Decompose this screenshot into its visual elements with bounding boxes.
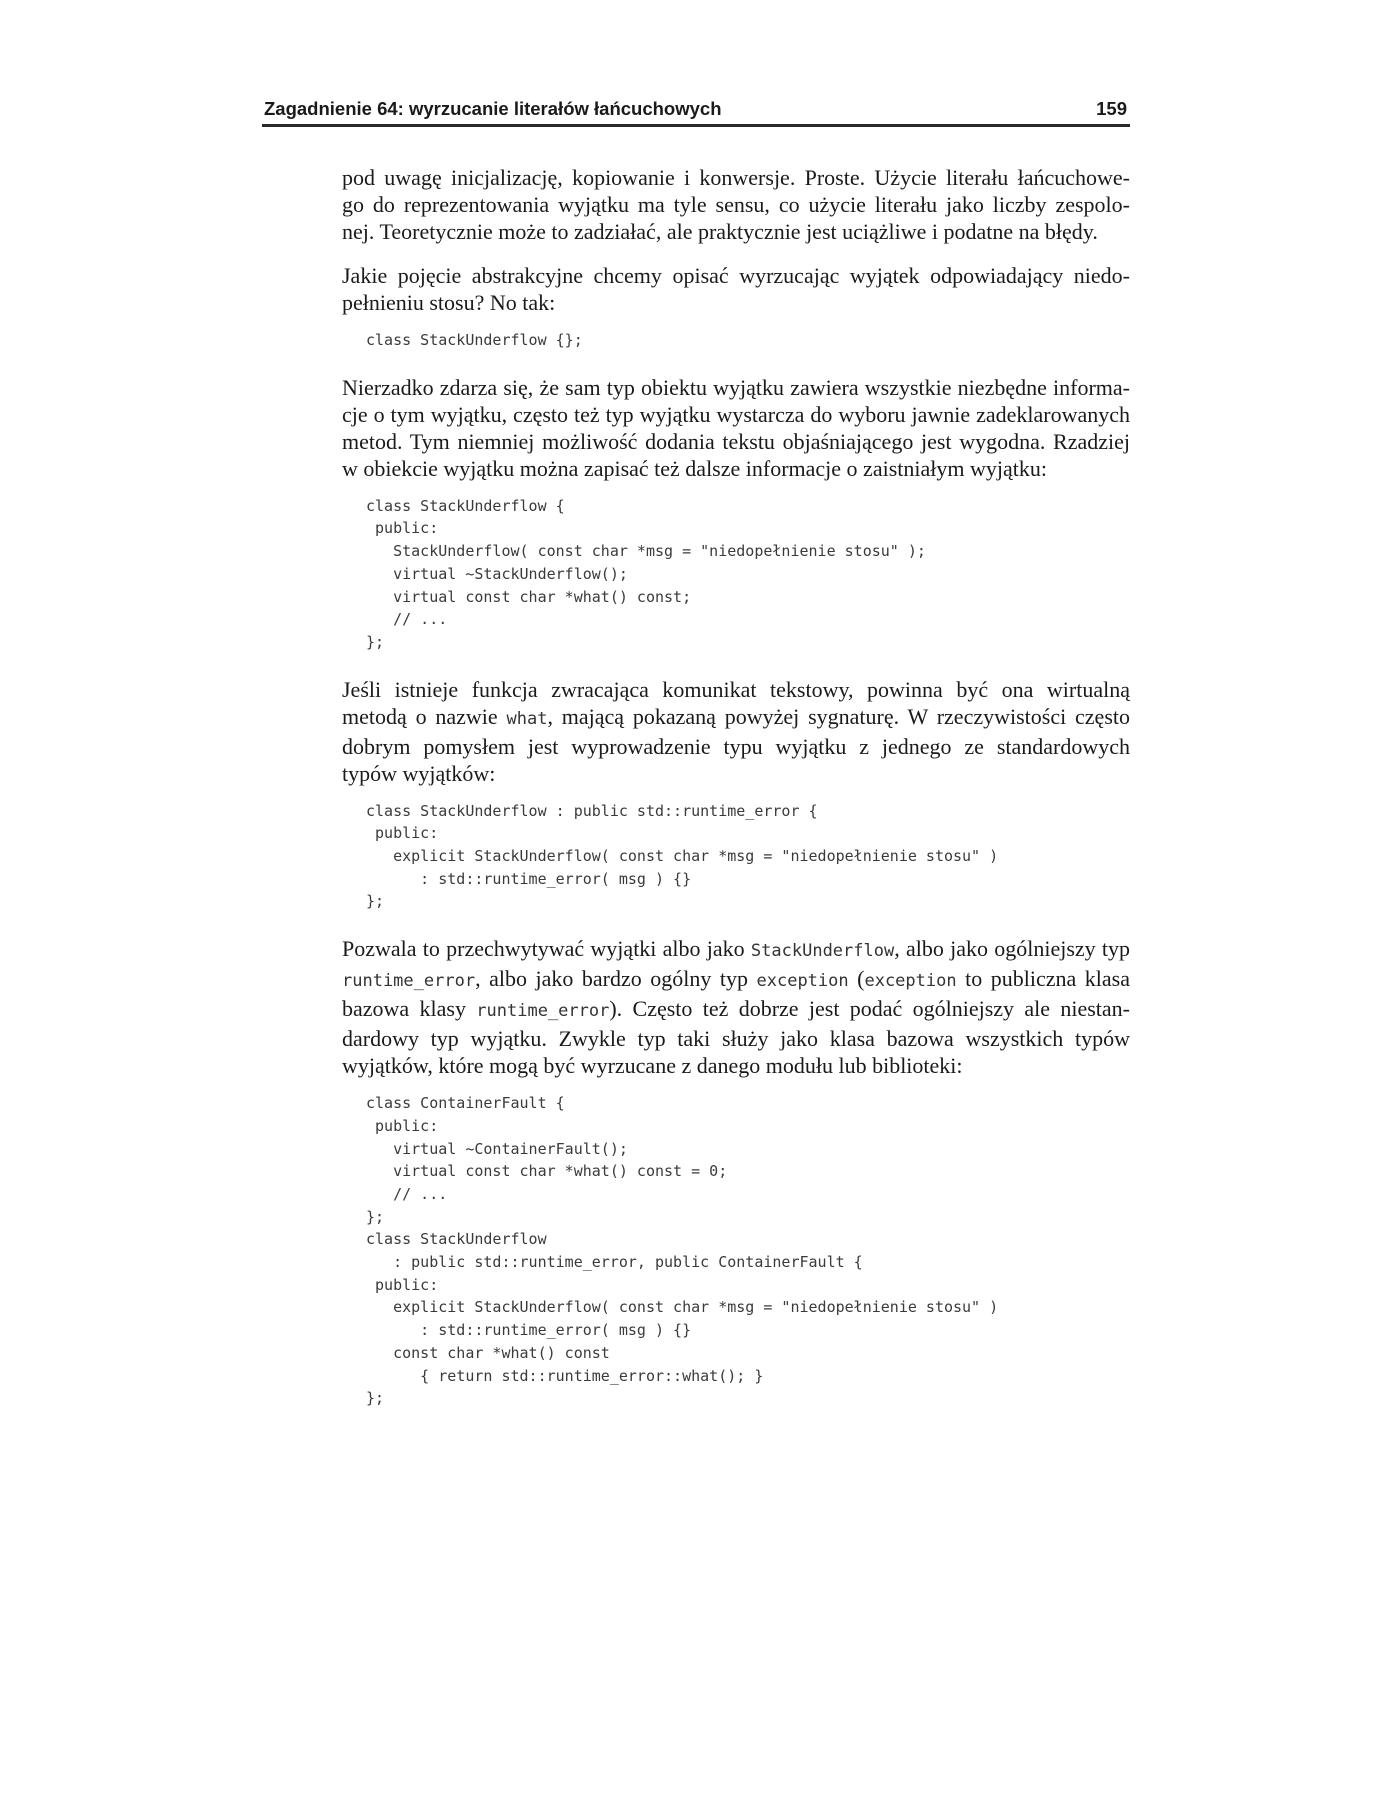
inline-code: StackUnderflow — [750, 941, 895, 962]
page-number: 159 — [1096, 98, 1127, 119]
text-fragment: , mającą pokazaną powyżej sygnaturę. W rzeczywistości często — [547, 703, 1130, 729]
text-line: dardowy typ wyjątku. Zwykle typ taki służy jako klasa bazowa wszystkich typów — [342, 1026, 1130, 1052]
page-body — [342, 164, 1130, 1432]
paragraph-4 — [342, 676, 1130, 787]
inline-code: exception — [864, 971, 957, 992]
text-line: pełnieniu stosu? No tak: — [342, 290, 556, 315]
text-line — [342, 935, 1130, 965]
text-fragment: ). Często też dobrze jest podać ogólniejszy ale niestan- — [609, 996, 1131, 1022]
text-line: typów wyjątków: — [342, 760, 496, 786]
text-fragment: Pozwala to przechwytywać wyjątki albo jako — [342, 936, 751, 962]
text-line: wyjątków, które mogą być wyrzucane z danego modułu lub biblioteki: — [342, 1053, 963, 1079]
text-line: cje o tym wyjątku, często też typ wyjątku wystarcza do wyboru jawnie zadeklarowanych — [342, 401, 1130, 427]
paragraph-2 — [342, 262, 1130, 316]
text-fragment: ( — [848, 966, 865, 992]
text-fragment: , albo jako bardzo ogólny typ — [475, 966, 757, 992]
code-block-1: class StackUnderflow {}; — [366, 331, 583, 349]
text-line: metod. Tym niemniej możliwość dodania tekstu objaśniającego jest wygodna. Rzadziej — [342, 428, 1130, 454]
text-line: Jakie pojęcie abstrakcyjne chcemy opisać wyrzucając wyjątek odpowiadający niedo- — [342, 263, 1130, 288]
text-line — [342, 703, 1130, 733]
inline-code: what — [506, 708, 548, 729]
code-block-2: class StackUnderflow { public: StackUnderflow( const char *msg = "niedopełnienie stosu" ); virtual ~StackUnderflow(); virtual const char *what() const; // ... }; — [366, 496, 926, 651]
text-line — [342, 995, 1130, 1025]
code-block-4: class ContainerFault { public: virtual ~ContainerFault(); virtual const char *what() const = 0; // ... }; class StackUnderflow : public std::runtime_error, public ContainerFault { public: explicit StackUnderflow( const char *msg = "niedopełnienie stosu" ) : std::runtime_error( msg ) {} const char *what() const { return std::runtime_error::what(); } }; — [366, 1094, 999, 1408]
text-line: w obiekcie wyjątku można zapisać też dalsze informacje o zaistniałym wyjątku: — [342, 455, 1047, 481]
inline-code: runtime_error — [342, 971, 476, 992]
inline-code: exception — [756, 971, 849, 992]
text-line: nej. Teoretycznie może to zadziałać, ale praktycznie jest uciążliwe i podatne na błędy. — [342, 219, 1098, 244]
paragraph-3 — [342, 374, 1130, 482]
inline-code: runtime_error — [476, 1001, 610, 1022]
text-line — [342, 965, 1130, 995]
code-block-3: class StackUnderflow : public std::runtime_error { public: explicit StackUnderflow( const char *msg = "niedopełnienie stosu" ) : std::runtime_error( msg ) {} }; — [366, 801, 999, 911]
text-line: pod uwagę inicjalizację, kopiowanie i konwersje. Proste. Użycie literału łańcuchowe- — [342, 165, 1130, 190]
paragraph-1 — [342, 164, 1130, 245]
chapter-title: Zagadnienie 64: wyrzucanie literałów łańcuchowych — [264, 98, 722, 119]
text-line: Jeśli istnieje funkcja zwracająca komunikat tekstowy, powinna być ona wirtualną — [342, 676, 1130, 702]
header-rule — [262, 124, 1130, 127]
text-fragment: to publiczna klasa — [956, 966, 1130, 992]
running-header — [262, 96, 1130, 122]
text-line: Nierzadko zdarza się, że sam typ obiektu wyjątku zawiera wszystkie niezbędne informa- — [342, 374, 1130, 400]
text-fragment: , albo jako ogólniejszy typ — [894, 936, 1131, 962]
text-line: dobrym pomysłem jest wyprowadzenie typu wyjątku z jednego ze standardowych — [342, 733, 1130, 759]
text-fragment: metodą o nazwie — [342, 703, 507, 729]
text-fragment: bazowa klasy — [342, 996, 477, 1022]
text-line: go do reprezentowania wyjątku ma tyle sensu, co użycie literału jako liczby zespolo- — [342, 192, 1130, 217]
paragraph-5 — [342, 935, 1130, 1079]
